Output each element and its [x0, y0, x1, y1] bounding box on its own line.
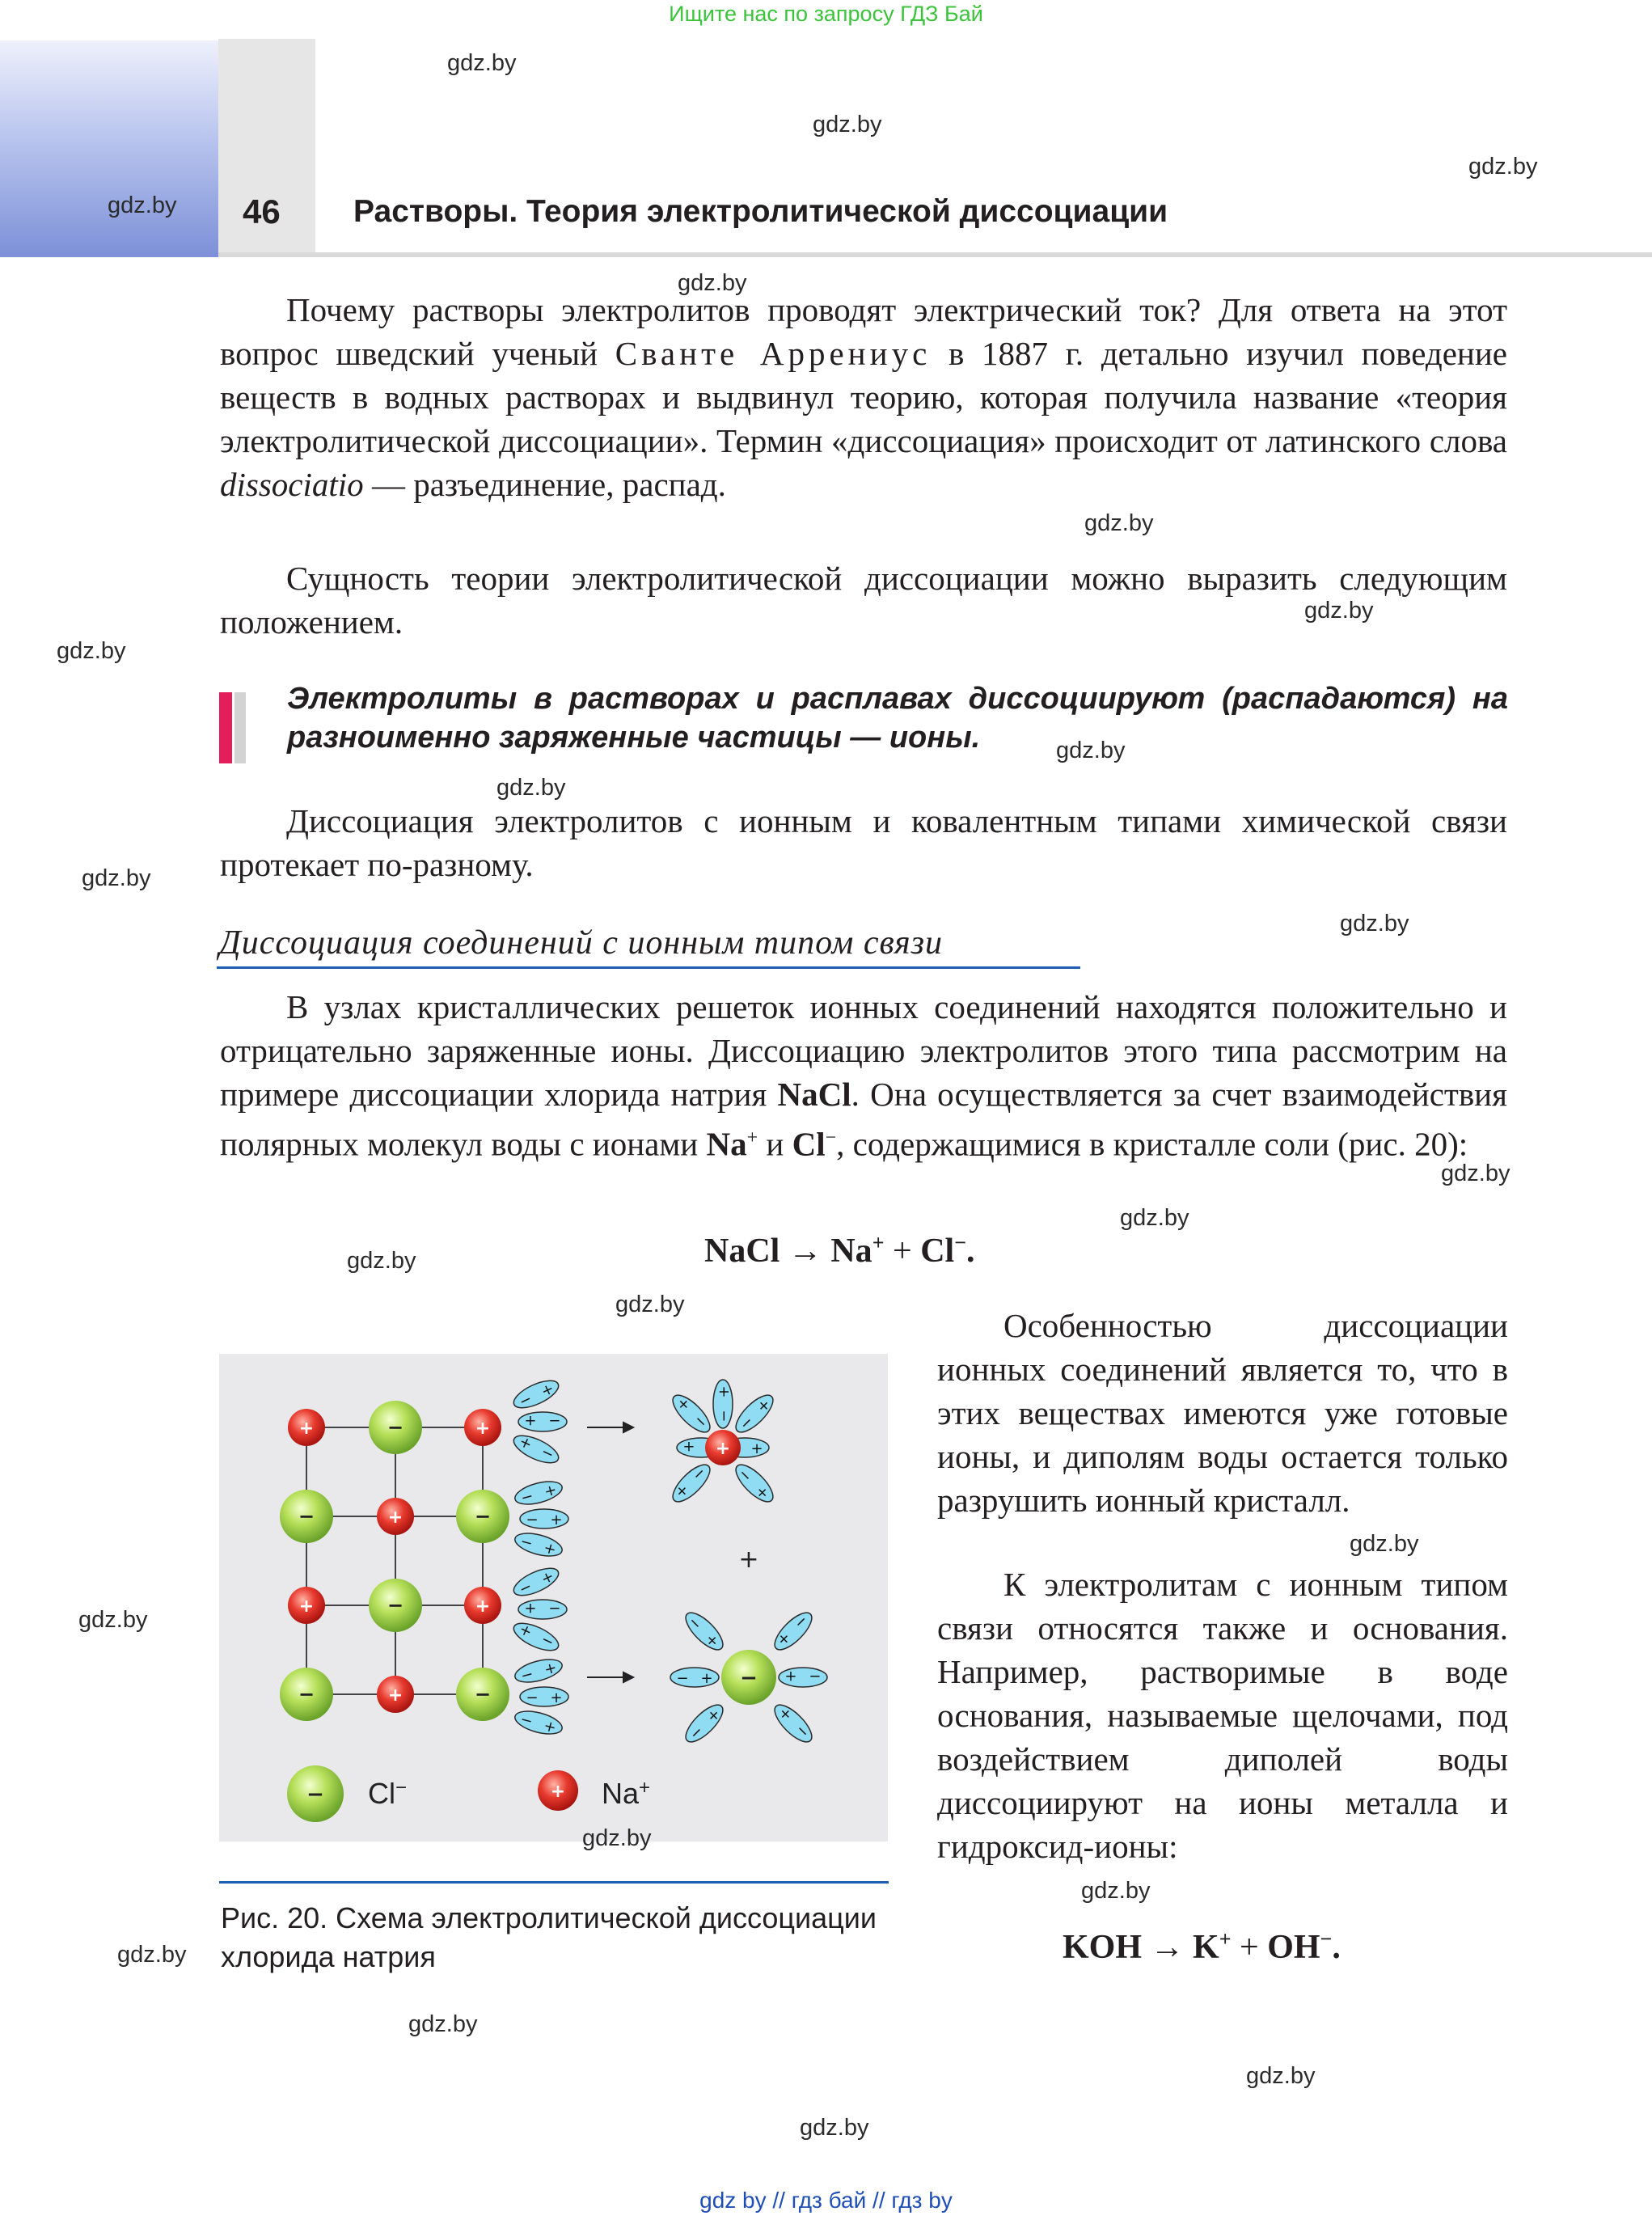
svg-text:−: − [474, 1683, 492, 1706]
header-color-block [0, 40, 218, 257]
svg-text:+: + [387, 1685, 403, 1706]
lattice-lines [306, 1427, 483, 1694]
page-title: Растворы. Теория электролитической диссоциации [353, 194, 1168, 229]
watermark: gdz.by [1120, 1205, 1189, 1231]
hydrated-sodium-ion [667, 1380, 778, 1507]
scientist-name: Сванте Аррениус [615, 335, 932, 372]
watermark: gdz.by [800, 2115, 869, 2141]
svg-text:+: + [550, 1782, 566, 1802]
svg-text:−: − [306, 1782, 324, 1807]
legend-chloride-label: Cl− [368, 1777, 408, 1810]
watermark: gdz.by [82, 865, 151, 891]
section-underline [217, 966, 1080, 969]
watermark: gdz.by [1468, 154, 1538, 180]
watermark: gdz.by [1081, 1878, 1151, 1904]
footer-links[interactable]: gdz by // гдз бай // гдз by [699, 2188, 953, 2213]
arrows [587, 1423, 633, 1682]
watermark: gdz.by [117, 1942, 187, 1968]
watermark: gdz.by [678, 270, 747, 296]
svg-text:−: − [387, 1594, 404, 1617]
latin-term: dissociatio [220, 466, 364, 503]
watermark: gdz.by [496, 775, 566, 801]
watermark: gdz.by [1084, 510, 1154, 536]
svg-text:+: + [298, 1419, 315, 1439]
paragraph-ionic-crystals: В узлах кристаллических решеток ионных соединений находятся положительно и отрицательно заряженные ионы. Диссоциацию электролитов этого типа рассмотрим на примере диссоциации хлорида натрия NaCl. Она осуществляется за счет взаимодействия полярных молекул воды с ионами Na+ и Cl−, содержащимися в кристалле соли (рис. 20): [220, 988, 1507, 1163]
figure-svg: − + + − + − + − + − + − + − + + − − Cl− + Na+ [219, 1354, 888, 1841]
figure-caption: Рис. 20. Схема электролитической диссоциации хлорида натрия [221, 1901, 877, 1973]
paragraph-dissociation-types: Диссоциация электролитов с ионным и ковалентным типами химической связи протекает по-разному. [220, 802, 1507, 883]
svg-text:−: − [474, 1505, 492, 1528]
watermark: gdz.by [1304, 598, 1374, 624]
watermark: gdz.by [615, 1292, 685, 1317]
watermark: gdz.by [57, 638, 126, 664]
rule-marker [219, 692, 232, 763]
svg-text:−: − [298, 1505, 315, 1528]
watermark: gdz.by [1246, 2063, 1316, 2089]
equation-koh: KOH → K+ + OH−. [1063, 1927, 1341, 1966]
legend-sodium-label: Na+ [602, 1777, 651, 1810]
paragraph-ionic-feature: Особенностью диссоциации ионных соединений является то, что в этих веществах имеются уже готовые ионы, и диполям воды остается только разрушить ионный кристалл. [937, 1307, 1508, 1519]
rule-statement: Электролиты в растворах и расплавах диссоциируют (распадаются) на разноименно заряженные частицы — ионы. [287, 682, 1508, 755]
svg-text:−: − [387, 1416, 404, 1439]
equation-nacl: NaCl → Na+ + Cl−. [704, 1231, 975, 1270]
paragraph-arrhenius: Почему растворы электролитов проводят электрический ток? Для ответа на этот вопрос шведский ученый Сванте Аррениус в 1887 г. детально изучил поведение веществ в водных растворах и выдвинул теорию, которая получила название «теория электролитической диссоциации». Термин «диссоциация» происходит от латинского слова dissociatio — разъединение, распад. [220, 291, 1507, 503]
figure-dissociation-scheme [201, 1347, 888, 1841]
top-note: Ищите нас по запросу ГДЗ Бай [669, 2, 983, 26]
watermark: gdz.by [347, 1248, 416, 1274]
rule-marker-shade [234, 692, 246, 763]
hydrated-chloride-ion [670, 1607, 827, 1747]
svg-text:+: + [298, 1596, 315, 1617]
svg-text:−: − [298, 1683, 315, 1706]
watermark: gdz.by [447, 50, 517, 76]
figure-legend [287, 1765, 650, 1822]
figure-caption-divider [219, 1881, 889, 1884]
watermark: gdz.by [408, 2011, 478, 2037]
watermark: gdz.by [78, 1607, 148, 1633]
watermark: gdz.by [582, 1825, 652, 1851]
watermark: gdz.by [108, 192, 177, 218]
page-number: 46 [243, 192, 281, 230]
water-dipoles-lattice [510, 1375, 568, 1738]
watermark: gdz.by [1441, 1161, 1510, 1186]
watermark: gdz.by [1350, 1531, 1419, 1557]
header-divider [218, 252, 1652, 257]
svg-text:+: + [387, 1507, 403, 1528]
svg-text:+: + [475, 1596, 491, 1617]
watermark: gdz.by [1056, 738, 1126, 763]
svg-text:+: + [475, 1419, 491, 1439]
figure-plus: + [738, 1545, 759, 1574]
svg-text:−: − [740, 1666, 758, 1690]
watermark: gdz.by [1340, 911, 1409, 937]
paragraph-essence: Сущность теории электролитической диссоциации можно выразить следующим положением. [220, 560, 1507, 641]
svg-text:+: + [715, 1439, 731, 1459]
watermark: gdz.by [813, 112, 882, 137]
section-heading: Диссоциация соединений с ионным типом связи [219, 924, 944, 962]
paragraph-bases: К электролитам с ионным типом связи относятся также и основания. Например, растворимые в воде основания, называемые щелочами, под воздействием диполей воды диссоциируют на ионы металла и гидроксид-ионы: [937, 1566, 1508, 1865]
